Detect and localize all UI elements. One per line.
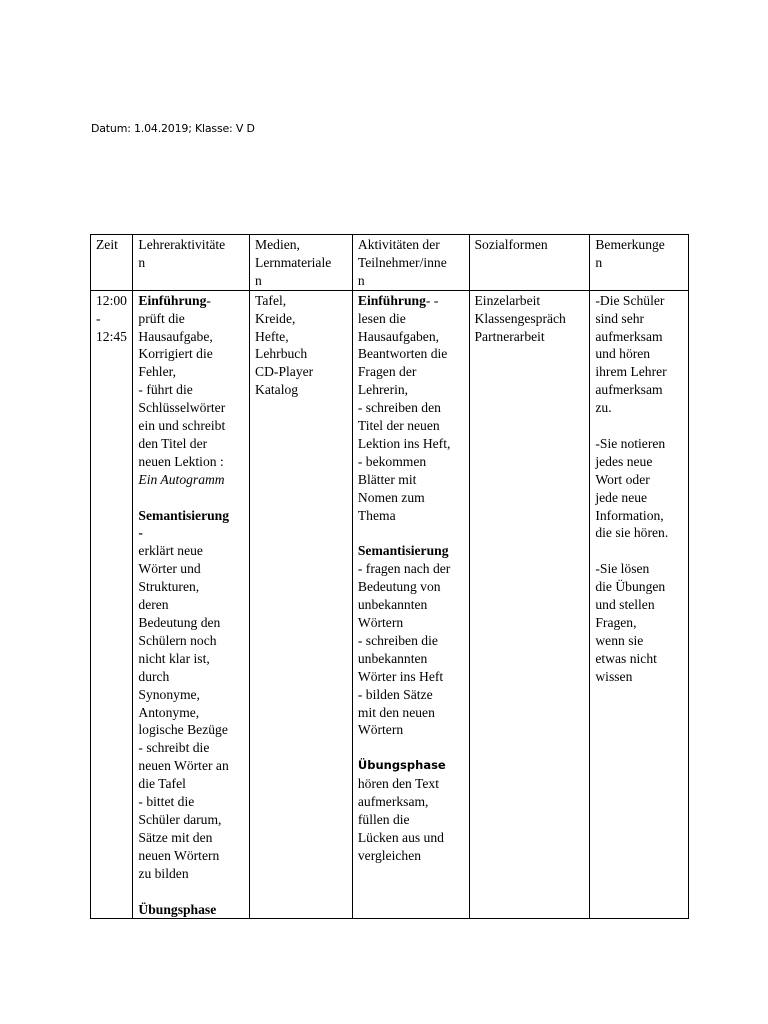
cell-text: zu bilden [138, 865, 189, 881]
cell-text: wenn sie [595, 632, 644, 648]
header-bemerkungen [590, 235, 689, 291]
cell-text: vergleichen [357, 847, 422, 863]
cell-text: neuen Lektion : [138, 453, 224, 469]
cell-text: Korrigiert die [138, 346, 213, 362]
time-text: 12:45 [96, 328, 127, 344]
cell-teilnehmer [352, 290, 469, 919]
cell-text: etwas nicht [595, 650, 657, 666]
phase-title: Übungsphase [357, 758, 446, 773]
cell-text: jedes neue [595, 453, 653, 469]
cell-text: unbekannten [357, 597, 428, 613]
cell-text: nicht klar ist, [138, 650, 210, 666]
cell-text: Antonyme, [138, 704, 200, 720]
cell-text: Hausaufgaben, [357, 328, 440, 344]
phase-title: Übungsphase [138, 901, 217, 917]
header-text: Teilnehmer/inne [357, 254, 447, 270]
cell-text: ihrem Lehrer [595, 364, 667, 380]
cell-text: Hefte, [255, 328, 289, 344]
cell-text: deren [138, 597, 169, 613]
header-text: n [138, 254, 146, 270]
time-text: 12:00 [96, 292, 127, 308]
cell-text: aufmerksam [595, 328, 663, 344]
cell-text: Strukturen, [138, 579, 200, 595]
cell-text: Lehrbuch [255, 346, 308, 362]
cell-text: Wörter ins Heft [357, 668, 444, 684]
cell-text: - bekommen [357, 453, 427, 469]
cell-medien [250, 290, 353, 919]
cell-text: aufmerksam, [357, 794, 429, 810]
cell-text: die sie hören. [595, 525, 669, 541]
cell-text: Titel der neuen [357, 418, 440, 434]
cell-text: wissen [595, 668, 633, 684]
phase-title: Semantisierung [138, 507, 230, 523]
cell-text: Schüler darum, [138, 811, 222, 827]
cell-text: - führt die [138, 382, 193, 398]
header-text: Lernmateriale [255, 254, 332, 270]
cell-text: - [206, 292, 211, 308]
cell-text: Wörtern [357, 722, 404, 738]
phase-title: Einführung [357, 292, 426, 308]
cell-text: sind sehr [595, 310, 645, 326]
phase-einfuehrung [358, 292, 465, 310]
cell-text: neuen Wörtern [138, 847, 220, 863]
cell-text: - schreibt die [138, 740, 210, 756]
cell-text: CD-Player [255, 364, 314, 380]
cell-text: logische Bezüge [138, 722, 228, 738]
table-header-row [91, 235, 689, 291]
cell-text: Nomen zum [357, 489, 425, 505]
cell-text: und stellen [595, 597, 655, 613]
phase-title: Einführung [138, 292, 207, 308]
cell-text: Fragen, [595, 615, 637, 630]
cell-text: Wörter und [138, 561, 201, 577]
cell-text: Wörtern [357, 615, 404, 631]
lesson-title: Ein Autogramm [138, 471, 225, 487]
cell-text: mit den neuen [357, 704, 435, 720]
header-text: Aktivitäten der [357, 237, 440, 252]
cell-text: ein und schreibt [138, 418, 226, 434]
cell-text: Katalog [255, 382, 299, 398]
cell-text: - - [425, 292, 439, 308]
cell-text: Lehrerin, [357, 382, 409, 398]
header-lehreraktivitaeten [133, 235, 250, 291]
cell-text: Beantworten die [357, 346, 448, 362]
header-text: n [595, 254, 603, 270]
cell-text: Fehler, [138, 364, 176, 380]
cell-text: -Sie notieren [595, 435, 666, 451]
cell-text: Sätze mit den [138, 829, 213, 845]
cell-text: Bedeutung von [357, 579, 441, 595]
cell-text: die Tafel [138, 776, 186, 792]
header-medien [250, 235, 353, 291]
phase-title: - [138, 525, 143, 541]
cell-text: Partnerarbeit [474, 328, 545, 344]
cell-text: den Titel der [138, 435, 208, 451]
cell-text: Wort oder [595, 471, 650, 487]
date-class-line: Datum: 1.04.2019; Klasse: V D [91, 122, 255, 135]
header-sozialformen [469, 235, 590, 291]
cell-text: Schlüsselwörter [138, 400, 226, 416]
cell-text: -Die Schüler [595, 292, 665, 308]
cell-lehreraktivitaeten [133, 290, 250, 919]
cell-text: Hausaufgabe, [138, 328, 213, 344]
cell-text: zu. [595, 400, 612, 416]
header-zeit [91, 235, 133, 291]
cell-text: Synonyme, [138, 686, 200, 702]
cell-zeit [91, 290, 133, 919]
cell-text: und hören [595, 346, 651, 362]
cell-text: neuen Wörter an [138, 758, 229, 774]
header-text: Sozialformen [474, 237, 548, 252]
cell-text: Einzelarbeit [474, 292, 541, 308]
cell-text: -Sie lösen [595, 561, 650, 577]
cell-text: unbekannten [357, 650, 428, 666]
phase-einfuehrung [138, 292, 245, 310]
cell-text: Schülern noch [138, 632, 217, 648]
cell-text: erklärt neue [138, 543, 203, 559]
cell-text: Lektion ins Heft, [357, 435, 451, 451]
cell-text: Thema [357, 507, 396, 523]
cell-text: füllen die [357, 811, 410, 827]
cell-text: durch [138, 668, 170, 684]
header-text: n [357, 272, 365, 288]
cell-text: - bilden Sätze [357, 686, 433, 702]
phase-title: Semantisierung [357, 543, 449, 559]
lesson-plan-table [90, 234, 689, 919]
cell-text: Blätter mit [357, 471, 417, 487]
cell-text: jede neue [595, 489, 648, 505]
cell-text: - fragen nach der [357, 561, 451, 577]
table-row [91, 290, 689, 919]
cell-text: Bedeutung den [138, 615, 221, 631]
cell-text: Tafel, [255, 292, 287, 308]
cell-text: - bittet die [138, 794, 195, 810]
header-text: Zeit [96, 237, 118, 252]
cell-text: Fragen der [357, 364, 417, 380]
time-text: - [96, 310, 101, 326]
header-text: Lehreraktivitäte [138, 237, 226, 252]
header-text: Medien, [255, 237, 300, 252]
cell-text: prüft die [138, 310, 185, 326]
cell-text: - schreiben die [357, 632, 438, 648]
cell-text: - schreiben den [357, 400, 441, 416]
cell-text: aufmerksam [595, 382, 663, 398]
cell-text: Information, [595, 507, 664, 523]
cell-text: die Übungen [595, 579, 666, 595]
cell-text: lesen die [357, 310, 406, 326]
cell-text: Kreide, [255, 310, 296, 326]
cell-bemerkungen [590, 290, 689, 919]
cell-sozialformen [469, 290, 590, 919]
header-teilnehmer [352, 235, 469, 291]
cell-text: hören den Text [357, 776, 439, 792]
cell-text: Lücken aus und [357, 829, 444, 845]
header-text: n [255, 272, 262, 288]
header-text: Bemerkunge [595, 237, 665, 252]
cell-text: Klassengespräch [474, 310, 566, 326]
